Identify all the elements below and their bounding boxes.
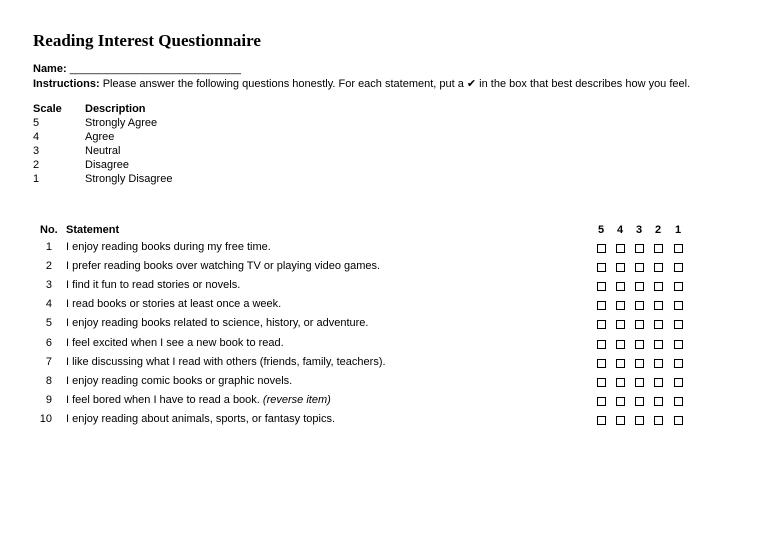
rating-checkbox-3[interactable] — [635, 359, 644, 368]
rating-checkbox-5[interactable] — [597, 263, 606, 272]
rating-checkbox-3[interactable] — [635, 320, 644, 329]
rating-checkbox-2[interactable] — [654, 320, 663, 329]
statement-text: I find it fun to read stories or novels. — [66, 279, 241, 291]
rating-header-4: 4 — [616, 224, 624, 236]
question-statement — [66, 298, 281, 310]
rating-checkbox-2[interactable] — [654, 340, 663, 349]
statement-text: I feel bored when I have to read a book. — [66, 394, 260, 406]
rating-checkbox-4[interactable] — [616, 244, 625, 253]
scale-description: Agree — [85, 131, 115, 143]
rating-checkbox-5[interactable] — [597, 301, 606, 310]
question-number: 6 — [45, 337, 52, 349]
statement-text: I enjoy reading books during my free time. — [66, 241, 271, 253]
instructions-label: Instructions: — [33, 78, 100, 90]
scale-value: 2 — [33, 159, 40, 171]
rating-checkbox-5[interactable] — [597, 244, 606, 253]
rating-checkbox-3[interactable] — [635, 378, 644, 387]
question-number: 1 — [45, 241, 52, 253]
question-number: 3 — [45, 279, 52, 291]
page-title: Reading Interest Questionnaire — [33, 31, 261, 50]
statement-text: I enjoy reading books related to science, history, or adventure. — [66, 317, 369, 329]
scale-description: Disagree — [85, 159, 130, 171]
instructions-text: Please answer the following questions honestly. For each statement, put a ✔ in the box that best describes how you feel. — [102, 78, 691, 90]
rating-checkbox-3[interactable] — [635, 301, 644, 310]
rating-checkbox-4[interactable] — [616, 397, 625, 406]
rating-checkbox-5[interactable] — [597, 397, 606, 406]
name-blank: ____________________________ — [69, 63, 241, 75]
scale-value: 3 — [33, 145, 40, 157]
question-statement — [66, 356, 386, 368]
rating-checkbox-1[interactable] — [674, 320, 683, 329]
question-number: 10 — [39, 413, 52, 425]
scale-value: 5 — [33, 117, 40, 129]
rating-checkbox-3[interactable] — [635, 340, 644, 349]
scale-description: Neutral — [85, 145, 121, 157]
scale-value: 1 — [33, 173, 40, 185]
question-number: 2 — [45, 260, 52, 272]
rating-checkbox-3[interactable] — [635, 397, 644, 406]
rating-checkbox-3[interactable] — [635, 263, 644, 272]
rating-checkbox-5[interactable] — [597, 378, 606, 387]
rating-checkbox-5[interactable] — [597, 359, 606, 368]
question-statement — [66, 260, 380, 272]
question-number: 9 — [45, 394, 52, 406]
name-label: Name: — [33, 63, 67, 75]
rating-header-1: 1 — [674, 224, 682, 236]
rating-checkbox-4[interactable] — [616, 282, 625, 291]
rating-checkbox-3[interactable] — [635, 282, 644, 291]
rating-header-5: 5 — [597, 224, 605, 236]
rating-checkbox-1[interactable] — [674, 397, 683, 406]
rating-header-2: 2 — [654, 224, 662, 236]
rating-checkbox-1[interactable] — [674, 263, 683, 272]
scale-description: Strongly Agree — [85, 117, 158, 129]
rating-checkbox-4[interactable] — [616, 263, 625, 272]
rating-checkbox-4[interactable] — [616, 301, 625, 310]
rating-checkbox-2[interactable] — [654, 263, 663, 272]
scale-value: 4 — [33, 131, 40, 143]
rating-checkbox-1[interactable] — [674, 340, 683, 349]
question-statement — [66, 279, 240, 291]
rating-checkbox-5[interactable] — [597, 340, 606, 349]
rating-checkbox-1[interactable] — [674, 378, 683, 387]
rating-checkbox-2[interactable] — [654, 282, 663, 291]
question-number: 7 — [45, 356, 52, 368]
rating-checkbox-2[interactable] — [654, 301, 663, 310]
question-statement — [66, 241, 271, 253]
statement-text: I enjoy reading about animals, sports, or fantasy topics. — [66, 413, 336, 425]
question-number: 8 — [45, 375, 52, 387]
statement-text: I feel excited when I see a new book to read. — [66, 337, 284, 349]
rating-checkbox-5[interactable] — [597, 282, 606, 291]
question-statement — [66, 317, 368, 329]
rating-checkbox-4[interactable] — [616, 378, 625, 387]
rating-checkbox-4[interactable] — [616, 320, 625, 329]
statement-text: I prefer reading books over watching TV or playing video games. — [66, 260, 381, 272]
rating-checkbox-1[interactable] — [674, 244, 683, 253]
rating-checkbox-2[interactable] — [654, 244, 663, 253]
rating-checkbox-1[interactable] — [674, 301, 683, 310]
rating-checkbox-2[interactable] — [654, 397, 663, 406]
rating-checkbox-2[interactable] — [654, 378, 663, 387]
question-number: 5 — [45, 317, 52, 329]
name-line — [33, 63, 241, 75]
rating-checkbox-3[interactable] — [635, 416, 644, 425]
rating-checkbox-4[interactable] — [616, 416, 625, 425]
statement-text: I enjoy reading comic books or graphic novels. — [66, 375, 293, 387]
rating-checkbox-4[interactable] — [616, 359, 625, 368]
no-column-header: No. — [40, 224, 58, 236]
question-statement — [66, 337, 284, 349]
statement-note: (reverse item) — [262, 394, 331, 406]
scale-description: Strongly Disagree — [85, 173, 173, 185]
statement-column-header: Statement — [66, 224, 120, 236]
question-statement — [66, 394, 331, 406]
rating-checkbox-4[interactable] — [616, 340, 625, 349]
statement-text: I read books or stories at least once a week. — [66, 298, 282, 310]
question-statement — [66, 375, 292, 387]
rating-checkbox-5[interactable] — [597, 320, 606, 329]
rating-checkbox-1[interactable] — [674, 282, 683, 291]
description-header: Description — [85, 103, 146, 115]
question-statement — [66, 413, 335, 425]
rating-checkbox-3[interactable] — [635, 244, 644, 253]
rating-header-3: 3 — [635, 224, 643, 236]
rating-checkbox-5[interactable] — [597, 416, 606, 425]
statement-text: I like discussing what I read with others (friends, family, teachers). — [66, 356, 386, 368]
question-number: 4 — [45, 298, 52, 310]
rating-checkbox-1[interactable] — [674, 359, 683, 368]
scale-header: Scale — [33, 103, 62, 115]
rating-checkbox-2[interactable] — [654, 359, 663, 368]
rating-checkbox-2[interactable] — [654, 416, 663, 425]
rating-checkbox-1[interactable] — [674, 416, 683, 425]
instructions-line — [33, 77, 690, 90]
